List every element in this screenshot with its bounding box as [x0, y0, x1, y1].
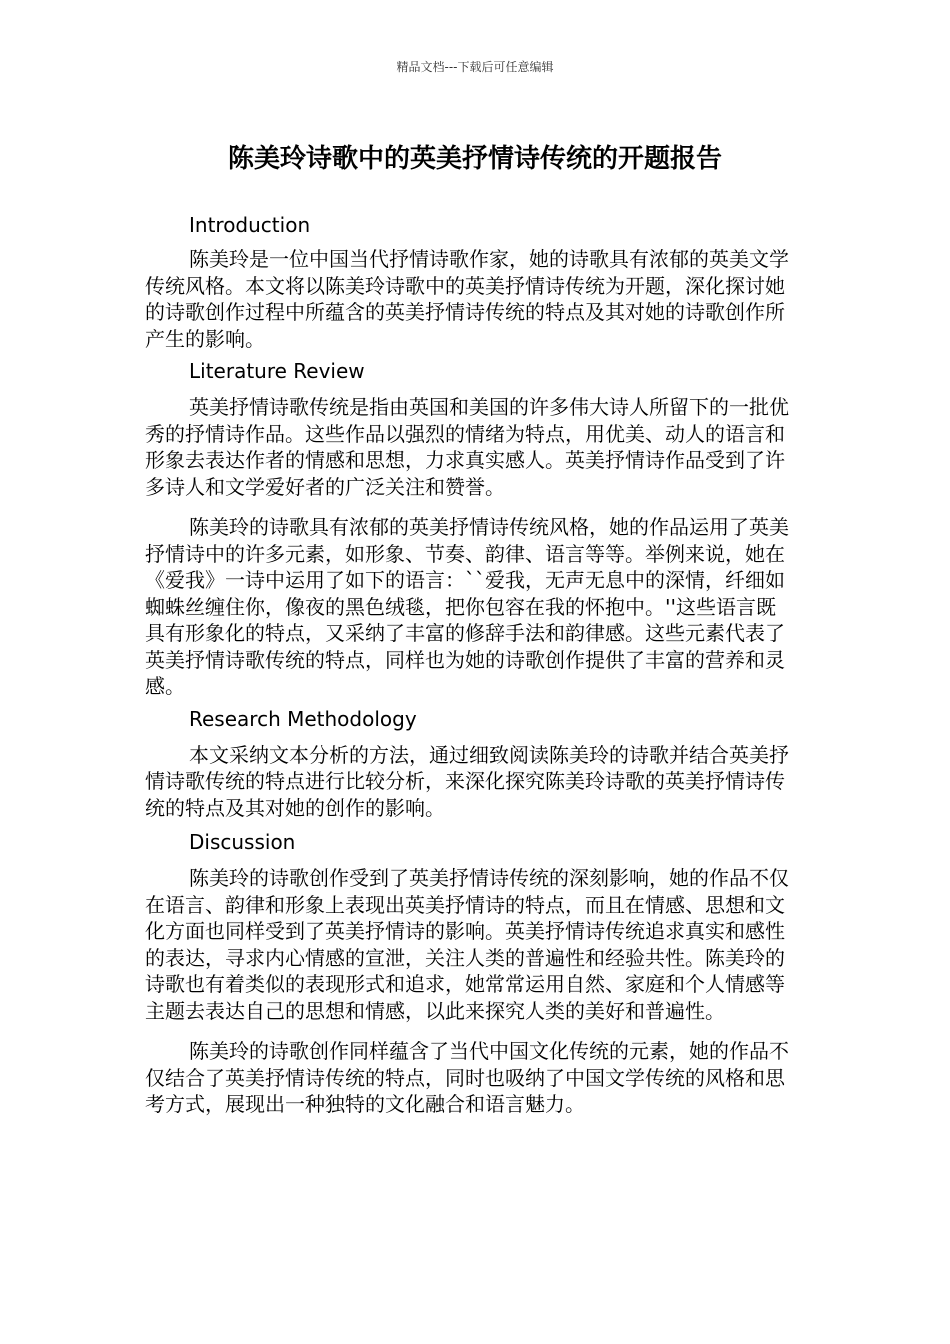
- paragraph-literature-review-1: 英美抒情诗歌传统是指由英国和美国的许多伟大诗人所留下的一批优秀的抒情诗作品。这些作品以强烈的情绪为特点，用优美、动人的语言和形象去表达作者的情感和思想，力求真实感人。英美抒情诗作品受到了许多诗人和文学爱好者的广泛关注和赞誉。: [145, 395, 789, 499]
- paragraph-discussion-2: 陈美玲的诗歌创作同样蕴含了当代中国文化传统的元素，她的作品不仅结合了英美抒情诗传统的特点，同时也吸纳了中国文学传统的风格和思考方式，展现出一种独特的文化融合和语言魅力。: [145, 1039, 789, 1116]
- document-title: 陈美玲诗歌中的英美抒情诗传统的开题报告: [227, 144, 722, 174]
- section-heading-introduction: Introduction: [189, 213, 311, 237]
- section-heading-discussion: Discussion: [189, 830, 296, 854]
- section-heading-research-methodology: Research Methodology: [189, 706, 417, 731]
- header-watermark-text: 精品文档---下载后可任意编辑: [396, 60, 554, 74]
- paragraph-introduction: 陈美玲是一位中国当代抒情诗歌作家，她的诗歌具有浓郁的英美文学传统风格。本文将以陈美玲诗歌中的英美抒情诗传统为开题，深化探讨她的诗歌创作过程中所蕴含的英美抒情诗传统的特点及其对她的诗歌创作所产生的影响。: [145, 247, 789, 351]
- paragraph-discussion-1: 陈美玲的诗歌创作受到了英美抒情诗传统的深刻影响，她的作品不仅在语言、韵律和形象上表现出英美抒情诗的特点，而且在情感、思想和文化方面也同样受到了英美抒情诗的影响。英美抒情诗传统追求真实和感性的表达，寻求内心情感的宣泄，关注人类的普遍性和经验共性。陈美玲的诗歌也有着类似的表现形式和追求，她常常运用自然、家庭和个人情感等主题去表达自己的思想和情感，以此来探究人类的美好和普遍性。: [145, 866, 789, 1023]
- paragraph-literature-review-2: 陈美玲的诗歌具有浓郁的英美抒情诗传统风格，她的作品运用了英美抒情诗中的许多元素，如形象、节奏、韵律、语言等等。举例来说，她在《爱我》一诗中运用了如下的语言：``爱我，无声无息中的深情，纤细如蜘蛛丝缠住你，像夜的黑色绒毯，把你包容在我的怀抱中。''这些语言既具有形象化的特点，又采纳了丰富的修辞手法和韵律感。这些元素代表了英美抒情诗歌传统的特点，同样也为她的诗歌创作提供了丰富的营养和灵感。: [145, 515, 789, 698]
- paragraph-research-methodology: 本文采纳文本分析的方法，通过细致阅读陈美玲的诗歌并结合英美抒情诗歌传统的特点进行比较分析，来深化探究陈美玲诗歌的英美抒情诗传统的特点及其对她的创作的影响。: [145, 742, 789, 820]
- section-heading-literature-review: Literature Review: [189, 359, 365, 383]
- document-body: [145, 208, 795, 1118]
